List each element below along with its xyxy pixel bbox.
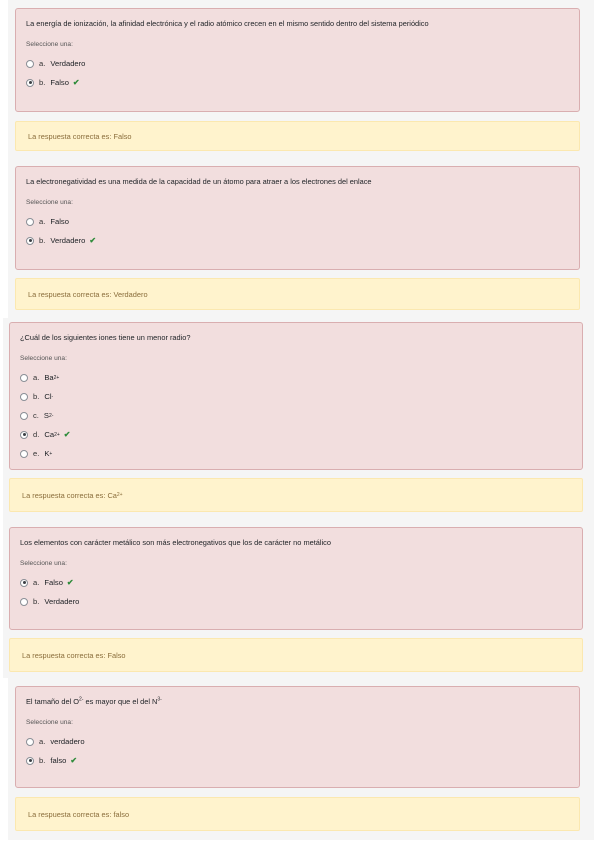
feedback-prefix: La respuesta correcta es: xyxy=(28,289,114,299)
correct-answer-feedback-1 xyxy=(15,121,580,151)
radio-icon[interactable] xyxy=(26,757,34,765)
question-card-2 xyxy=(15,166,580,270)
option-c[interactable]: c. S 2- xyxy=(20,406,572,425)
radio-icon[interactable] xyxy=(26,60,34,68)
feedback-answer: Falso xyxy=(107,650,126,660)
select-label: Seleccione una: xyxy=(26,41,73,48)
feedback-prefix: La respuesta correcta es: xyxy=(28,809,114,819)
radio-icon[interactable] xyxy=(20,393,28,401)
option-a[interactable]: a. Ba 2+ xyxy=(20,368,572,387)
option-a[interactable] xyxy=(26,54,569,73)
checkmark-icon: ✔ xyxy=(63,430,71,439)
option-letter: e. xyxy=(33,449,40,458)
question-text: ¿Cuál de los siguientes iones tiene un menor radio? xyxy=(20,333,191,342)
feedback-prefix: La respuesta correcta es: xyxy=(22,650,108,660)
radio-icon[interactable] xyxy=(20,431,28,439)
option-label: Falso xyxy=(50,78,69,87)
charge-superscript: 2- xyxy=(79,696,84,703)
option-letter: b. xyxy=(33,597,40,606)
option-letter: a. xyxy=(39,217,46,226)
option-a[interactable] xyxy=(26,212,569,231)
option-e[interactable]: e. K + xyxy=(20,444,572,463)
option-letter: c. xyxy=(33,411,39,420)
feedback-prefix: La respuesta correcta es: xyxy=(22,490,108,500)
option-letter: a. xyxy=(39,59,46,68)
charge-superscript: 3- xyxy=(157,696,162,703)
question-card-5 xyxy=(15,686,580,788)
option-label: verdadero xyxy=(50,737,85,746)
checkmark-icon: ✔ xyxy=(66,578,74,587)
option-b[interactable] xyxy=(26,231,569,250)
option-a[interactable] xyxy=(26,732,569,751)
question-text: La electronegatividad es una medida de la capacidad de un átomo para atraer a los electrones del enlace xyxy=(26,177,372,186)
correct-answer-feedback-3: La respuesta correcta es: Ca 2+ xyxy=(9,478,583,512)
question-text: La energía de ionización, la afinidad electrónica y el radio atómico crecen en el mismo sentido dentro del sistema periódico xyxy=(26,19,429,28)
radio-icon[interactable] xyxy=(20,450,28,458)
correct-answer-feedback-2 xyxy=(15,278,580,310)
question-text-part: es mayor que el del N xyxy=(83,697,158,706)
option-label: Verdadero xyxy=(50,59,86,68)
correct-answer-feedback-4 xyxy=(9,638,583,672)
question-text-part: El tamaño del O xyxy=(26,697,79,706)
radio-icon[interactable] xyxy=(20,412,28,420)
option-label: Verdadero xyxy=(50,236,86,245)
checkmark-icon: ✔ xyxy=(70,756,78,765)
option-label: K xyxy=(44,449,50,458)
radio-icon[interactable] xyxy=(26,79,34,87)
question-card-1 xyxy=(15,8,580,112)
option-label: Cl xyxy=(44,392,52,401)
option-letter: d. xyxy=(33,430,40,439)
radio-icon[interactable] xyxy=(20,579,28,587)
option-label: falso xyxy=(50,756,67,765)
option-label: S xyxy=(43,411,49,420)
option-label: Ba xyxy=(44,373,54,382)
radio-icon[interactable] xyxy=(26,738,34,746)
option-letter: b. xyxy=(39,78,46,87)
option-letter: b. xyxy=(39,236,46,245)
option-label: Verdadero xyxy=(44,597,80,606)
question-text: Los elementos con carácter metálico son más electronegativos que los de carácter no metálico xyxy=(20,538,331,547)
option-b[interactable] xyxy=(26,73,569,92)
option-b[interactable] xyxy=(20,592,572,611)
feedback-answer: falso xyxy=(113,809,130,819)
radio-icon[interactable] xyxy=(26,237,34,245)
option-letter: b. xyxy=(33,392,40,401)
radio-icon[interactable] xyxy=(20,374,28,382)
feedback-answer: Falso xyxy=(113,131,132,141)
option-b[interactable] xyxy=(26,751,569,770)
radio-icon[interactable] xyxy=(20,598,28,606)
question-card-4 xyxy=(9,527,583,630)
feedback-prefix: La respuesta correcta es: xyxy=(28,131,114,141)
select-label: Seleccione una: xyxy=(26,199,73,206)
option-label: Ca xyxy=(44,430,55,439)
option-letter: a. xyxy=(39,737,46,746)
feedback-answer: Verdadero xyxy=(113,289,148,299)
select-label: Seleccione una: xyxy=(26,719,73,726)
radio-icon[interactable] xyxy=(26,218,34,226)
select-label: Seleccione una: xyxy=(20,560,67,567)
question-card-3 xyxy=(9,322,583,470)
option-d[interactable]: d. Ca 2+ ✔ xyxy=(20,425,572,444)
feedback-answer: Ca xyxy=(107,490,117,500)
option-b[interactable]: b. Cl - xyxy=(20,387,572,406)
correct-answer-feedback-5 xyxy=(15,797,580,831)
option-label: Falso xyxy=(50,217,69,226)
checkmark-icon: ✔ xyxy=(72,78,80,87)
select-label: Seleccione una: xyxy=(20,355,67,362)
option-letter: a. xyxy=(33,373,40,382)
checkmark-icon: ✔ xyxy=(89,236,97,245)
option-label: Falso xyxy=(44,578,63,587)
option-letter: a. xyxy=(33,578,40,587)
option-a[interactable] xyxy=(20,573,572,592)
option-letter: b. xyxy=(39,756,46,765)
question-text xyxy=(26,697,569,707)
